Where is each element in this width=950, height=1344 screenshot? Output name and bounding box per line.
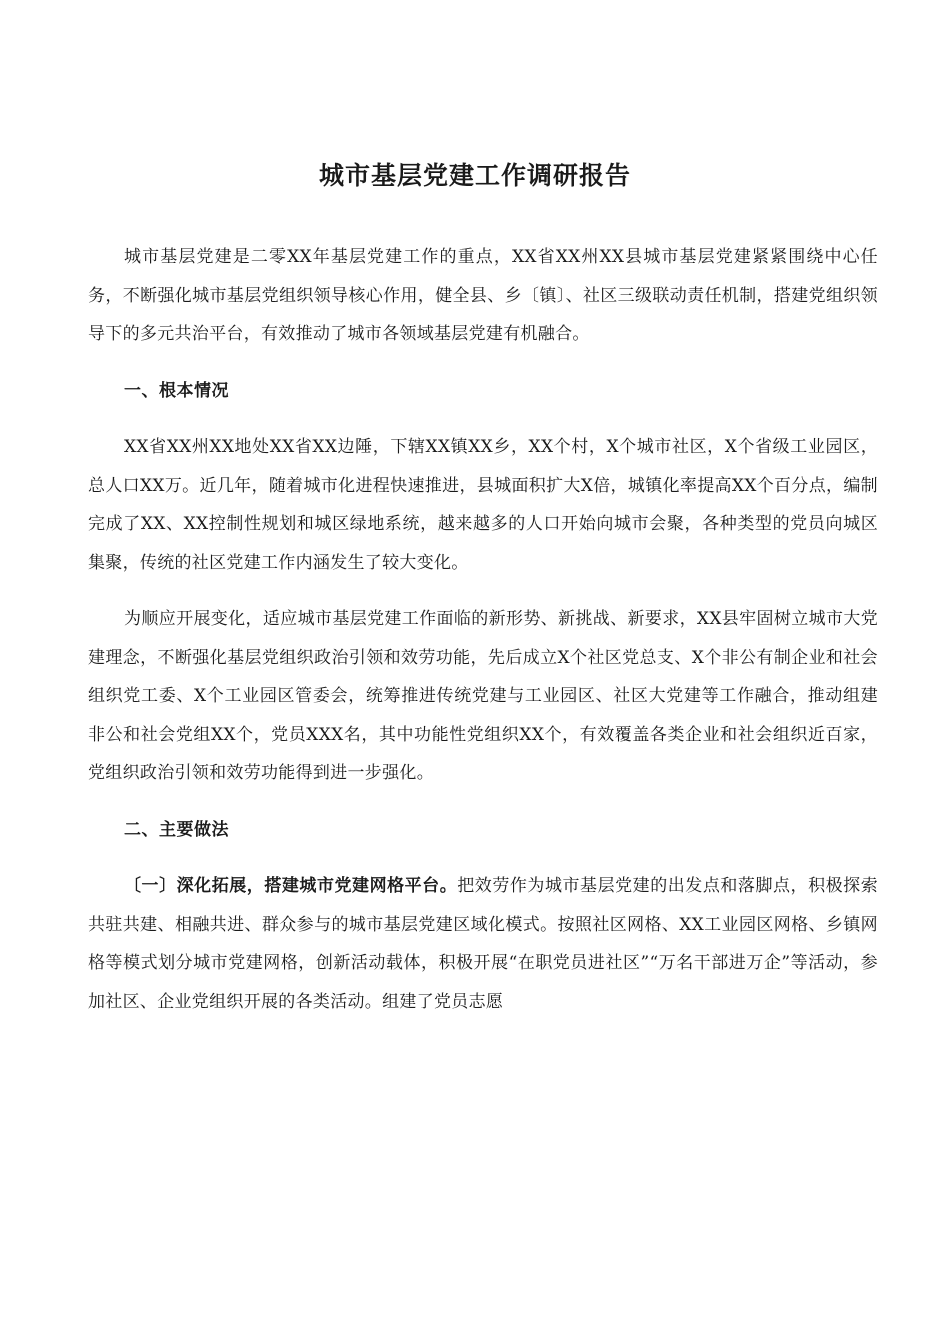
section1-paragraph-1: XX省XX州XX地处XX省XX边陲，下辖XX镇XX乡，XX个村，X个城市社区，X个省级工业园区，总人口XX万。近几年，随着城市化进程快速推进，县城面积扩大X倍，城镇化率提高XX个百分点，编制完成了XX、XX控制性规划和城区绿地系统，越来越多的人口开始向城市会聚，各种类型的党员向城区集聚，传统的社区党建工作内涵发生了较大变化。	[88, 437, 878, 573]
section2-item-1	[88, 867, 878, 1021]
section1-paragraph-2: 为顺应开展变化，适应城市基层党建工作面临的新形势、新挑战、新要求，XX县牢固树立城市大党建理念，不断强化基层党组织政治引领和效劳功能，先后成立X个社区党总支、X个非公有制企业和社会组织党工委、X个工业园区管委会，统筹推进传统党建与工业园区、社区大党建等工作融合，推动组建非公和社会党组XX个，党员XXX名，其中功能性党组织XX个，有效覆盖各类企业和社会组织近百家，党组织政治引领和效劳功能得到进一步强化。	[88, 609, 878, 783]
spacer	[88, 582, 878, 600]
intro-paragraph: 城市基层党建是二零XX年基层党建工作的重点，XX省XX州XX县城市基层党建紧紧围绕中心任务，不断强化城市基层党组织领导核心作用，健全县、乡〔镇〕、社区三级联动责任机制，搭建党组织领导下的多元共治平台，有效推动了城市各领域基层党建有机融合。	[88, 247, 878, 344]
document-body	[88, 238, 878, 1021]
spacer	[88, 354, 878, 372]
section-heading-2: 二、主要做法	[124, 819, 229, 840]
section2-item-1-body: 把效劳作为城市基层党建的出发点和落脚点，积极探索共驻共建、相融共进、群众参与的城市基层党建区域化模式。按照社区网格、XX工业园区网格、乡镇网格等模式划分城市党建网格，创新活动载体，积极开展“在职党员进社区”“万名干部进万企”等活动，参加社区、企业党组织开展的各类活动。组建了党员志愿	[88, 876, 878, 1012]
section2-item-1-lead: 〔一〕深化拓展，搭建城市党建网格平台。	[124, 876, 458, 896]
section-heading-1: 一、根本情况	[124, 380, 229, 401]
spacer	[88, 849, 878, 867]
spacer	[88, 410, 878, 428]
document-title: 城市基层党建工作调研报告	[318, 161, 631, 190]
spacer	[88, 793, 878, 811]
